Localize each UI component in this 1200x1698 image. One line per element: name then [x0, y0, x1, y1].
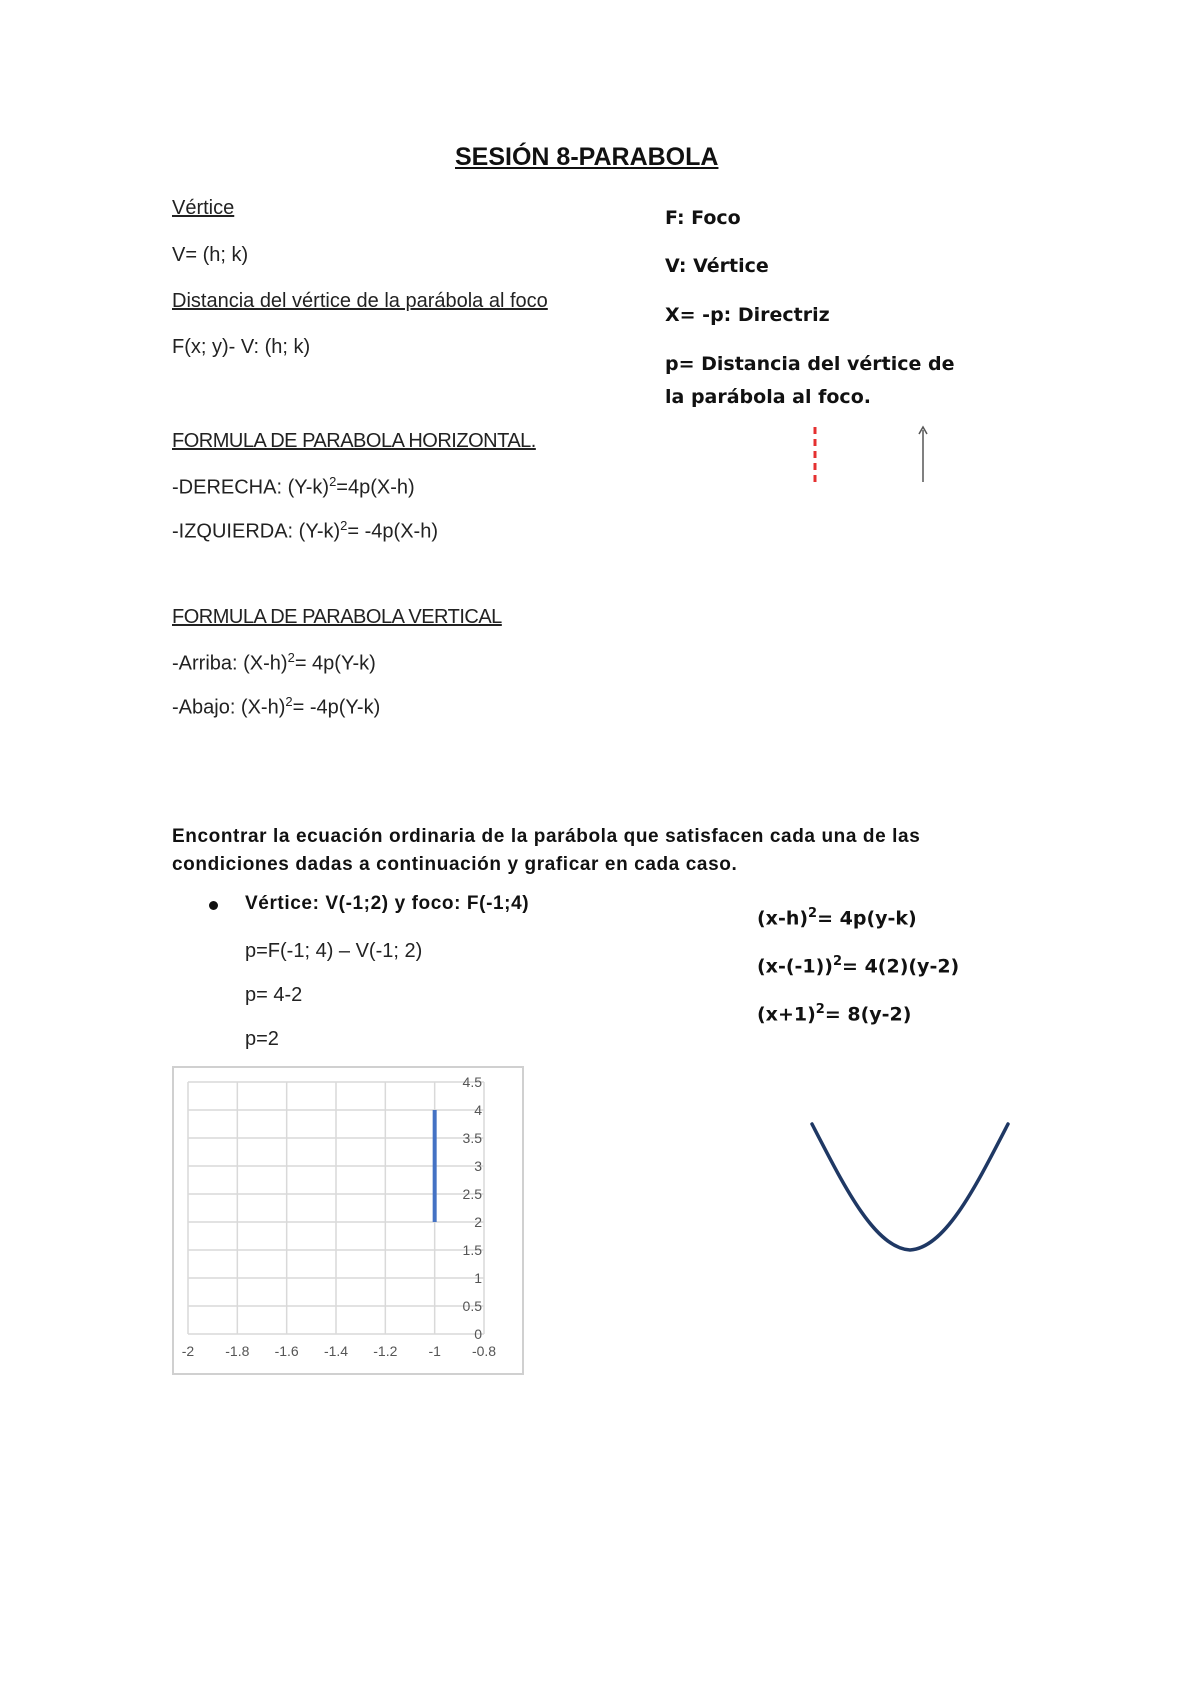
abajo-suffix: = -4p(Y-k) — [292, 696, 381, 719]
eq2-prefix: (x-(-1)) — [757, 955, 833, 978]
formula-izquierda — [172, 518, 438, 544]
y-tick-label: 2.5 — [462, 1186, 482, 1202]
equation-1 — [757, 906, 917, 929]
formula-abajo — [172, 694, 380, 720]
exercise-step1: p=F(-1; 4) – V(-1; 2) — [245, 940, 423, 962]
squared-exponent: 2 — [832, 954, 843, 969]
chart-frame — [172, 1066, 524, 1375]
squared-exponent: 2 — [340, 518, 348, 533]
x-tick-label: -0.8 — [471, 1343, 497, 1359]
squared-exponent: 2 — [329, 474, 337, 489]
page-title: SESIÓN 8-PARABOLA — [455, 143, 719, 171]
parabola-curve — [812, 1124, 1008, 1250]
equation-3 — [757, 1002, 911, 1025]
equation-2 — [757, 954, 959, 977]
y-tick-label: 3.5 — [462, 1130, 482, 1146]
x-tick-label: -1.6 — [274, 1343, 299, 1359]
arriba-suffix: = 4p(Y-k) — [294, 652, 376, 675]
derecha-prefix: -DERECHA: (Y-k) — [172, 476, 330, 499]
x-tick-label: -1 — [428, 1343, 441, 1359]
eq1-prefix: (x-h) — [757, 907, 809, 930]
formula-arriba — [172, 650, 376, 676]
exercise-bullet: Vértice: V(-1;2) y foco: F(-1;4) — [245, 893, 530, 914]
vertical-heading: FORMULA DE PARABOLA VERTICAL — [172, 606, 502, 628]
formula-derecha — [172, 474, 415, 500]
horizontal-heading: FORMULA DE PARABOLA HORIZONTAL. — [172, 430, 536, 452]
eq2-suffix: = 4(2)(y-2) — [842, 955, 960, 978]
eq3-prefix: (x+1) — [757, 1003, 816, 1026]
y-tick-label: 0.5 — [462, 1298, 482, 1314]
eq1-suffix: = 4p(y-k) — [817, 907, 917, 930]
squared-exponent: 2 — [815, 1002, 825, 1017]
legend-p-line2: la parábola al foco. — [665, 386, 871, 408]
squared-exponent: 2 — [808, 906, 818, 921]
x-tick-label: -1.8 — [225, 1343, 250, 1359]
distance-label: Distancia del vértice de la parábola al foco — [172, 290, 548, 312]
up-arrow-icon — [916, 424, 930, 484]
izquierda-prefix: -IZQUIERDA: (Y-k) — [172, 520, 341, 543]
distance-formula: F(x; y)- V: (h; k) — [172, 336, 311, 358]
exercise-prompt-line2: condiciones dadas a continuación y graficar en cada caso. — [172, 854, 738, 875]
y-tick-label: 3 — [474, 1158, 482, 1174]
exercise-step3: p=2 — [245, 1028, 279, 1050]
izquierda-suffix: = -4p(X-h) — [347, 520, 438, 543]
vertice-formula: V= (h; k) — [172, 244, 249, 266]
vertice-label: Vértice — [172, 197, 235, 219]
x-tick-label: -2 — [181, 1343, 195, 1359]
derecha-suffix: =4p(X-h) — [336, 476, 415, 499]
eq3-suffix: = 8(y-2) — [824, 1003, 912, 1026]
legend-foco: F: Foco — [665, 207, 741, 229]
bullet-dot — [209, 901, 218, 910]
legend-vertice: V: Vértice — [665, 255, 769, 277]
exercise-prompt-line1: Encontrar la ecuación ordinaria de la parábola que satisfacen cada una de las — [172, 826, 921, 847]
y-tick-label: 1 — [474, 1270, 482, 1286]
x-tick-label: -1.4 — [323, 1343, 349, 1359]
abajo-prefix: -Abajo: (X-h) — [172, 696, 286, 719]
y-tick-label: 4.5 — [462, 1074, 482, 1090]
y-tick-label: 0 — [474, 1326, 482, 1342]
squared-exponent: 2 — [287, 650, 295, 665]
squared-exponent: 2 — [285, 694, 293, 709]
legend-directriz: X= -p: Directriz — [665, 304, 830, 326]
x-tick-label: -1.2 — [373, 1343, 398, 1359]
y-tick-label: 2 — [474, 1214, 482, 1230]
arriba-prefix: -Arriba: (X-h) — [172, 652, 288, 675]
y-tick-label: 4 — [474, 1102, 482, 1118]
parabola-sketch — [805, 1118, 1015, 1258]
legend-p-line1: p= Distancia del vértice de — [665, 353, 955, 375]
directrix-dashed-line — [810, 425, 820, 485]
exercise-step2: p= 4-2 — [245, 984, 303, 1006]
y-tick-label: 1.5 — [462, 1242, 482, 1258]
line-chart — [174, 1068, 522, 1373]
